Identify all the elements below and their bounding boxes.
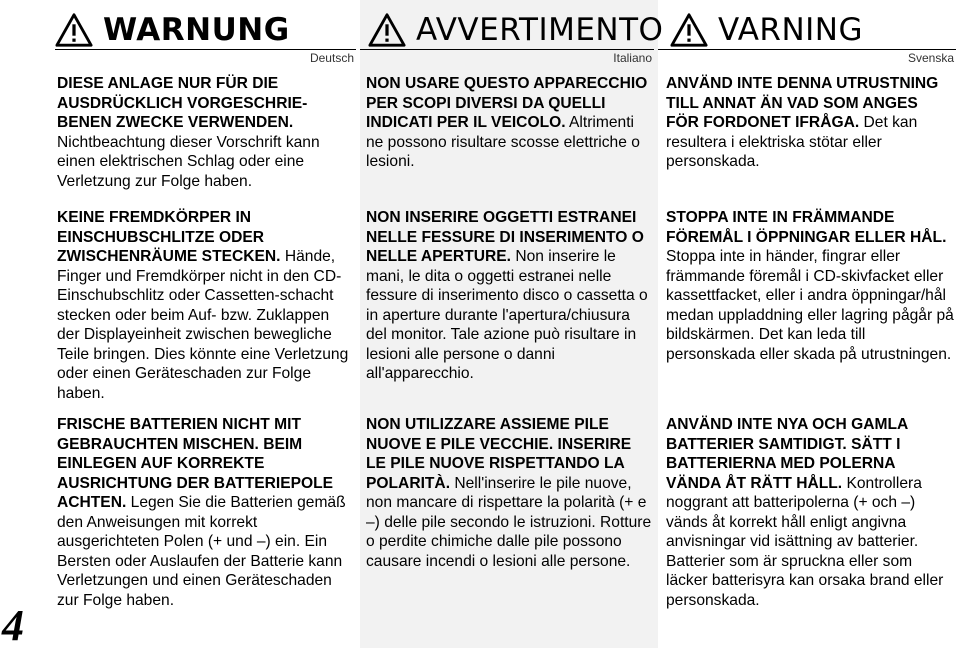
column-header (55, 8, 360, 52)
warning-paragraph (57, 74, 354, 191)
paragraph-heading: KEINE FREMDKÖRPER IN EINSCHUBSCHLITZE ODER ZWISCHENRÄUME STECKEN. (57, 209, 281, 265)
header-divider (55, 49, 356, 50)
paragraph-heading: STOPPA INTE IN FRÄMMANDE FÖREMÅL I ÖPPNINGAR ELLER HÅL. (666, 209, 947, 246)
paragraph-body: Non inserire le mani, le dita o oggetti estranei nelle fessure di inserimento disco o cassetta o in aperture durante l'apertura/chiusura del monitor. Tale azione può risultare in lesioni alle persone o danni all'apparecchio. (366, 248, 648, 382)
column-italiano (360, 0, 664, 648)
warning-paragraph (57, 208, 354, 403)
paragraph-heading: NON UTILIZZARE ASSIEME PILE NUOVE E PILE VECCHIE. INSERIRE LE PILE NUOVE RISPETTANDO LA POLARITÀ. (366, 416, 632, 492)
paragraph-body: Det kan resultera i elektriska stötar eller personskada. (666, 114, 918, 170)
warning-paragraph (366, 74, 652, 172)
warning-paragraph (57, 415, 354, 610)
paragraph-body: Nichtbeachtung dieser Vorschrift kann einen elektrischen Schlag oder eine Verletzung zur Folge haben. (57, 133, 320, 190)
warning-paragraph (666, 415, 954, 610)
paragraph-heading: ANVÄND INTE NYA OCH GAMLA BATTERIER SAMTIDIGT. SÄTT I BATTERIERNA MED POLERNA VÄNDA ÅT RÄTT HÅLL. (666, 416, 908, 492)
language-label: Deutsch (309, 51, 354, 65)
paragraph-body: Altrimenti ne possono risultare scosse elettriche o lesioni. (366, 114, 640, 170)
paragraph-body: Legen Sie die Batterien gemäß den Anweisungen mit korrekt ausgerichteten Polen (+ und –) ein. Ein Bersten oder Auslaufen der Batterie kann Verletzungen und einen Geräteschaden zur Folge haben. (57, 494, 346, 609)
header-divider (658, 49, 956, 50)
warning-triangle-icon (55, 12, 93, 48)
warning-title: VARNING (718, 12, 864, 48)
warning-paragraph (366, 415, 652, 571)
header-divider (360, 49, 654, 50)
language-label: Italiano (613, 51, 652, 65)
warning-paragraph (666, 74, 954, 172)
page-number: 4 (2, 601, 24, 650)
column-header (368, 8, 664, 52)
warning-paragraph (666, 208, 954, 364)
paragraph-body: Stoppa inte in händer, fingrar eller främmande föremål i CD-skivfacket eller kassettfacket, eller i andra öppningar/hål medan uppladdning eller lagring pågår på bildskärmen. Det kan leda till personskada eller skada på utrustningen. (666, 248, 954, 363)
warning-triangle-icon (670, 12, 708, 48)
column-svenska (658, 0, 960, 648)
warning-title: WARNUNG (103, 12, 290, 48)
paragraph-body: Kontrollera noggrant att batteripolerna (+ och –) vänds åt korrekt håll enligt angivna anvisningar vid isättning av batterier. Batterier som är spruckna eller som läcker batterisyra kan orsaka brand eller personskada. (666, 474, 944, 609)
warning-triangle-icon (368, 12, 406, 48)
column-deutsch (55, 0, 360, 648)
paragraph-heading: NON USARE QUESTO APPARECCHIO PER SCOPI DIVERSI DA QUELLI INDICATI PER IL VEICOLO. (366, 75, 648, 131)
paragraph-body: Nell'inserire le pile nuove, non mancare di rispettare la polarità (+ e –) delle pile secondo le istruzioni. Rotture o perdite chimiche dalle pile possono causare incendi o lesioni alle persone. (366, 474, 652, 570)
paragraph-heading: ANVÄND INTE DENNA UTRUSTNING TILL ANNAT ÄN VAD SOM ANGES FÖR FORDONET IFRÅGA. (666, 75, 939, 131)
paragraph-heading: NON INSERIRE OGGETTI ESTRANEI NELLE FESSURE DI INSERIMENTO O NELLE APERTURE. (366, 209, 644, 265)
language-label: Svenska (907, 51, 954, 65)
paragraph-heading: FRISCHE BATTERIEN NICHT MIT GEBRAUCHTEN MISCHEN. BEIM EINLEGEN AUF KORREKTE AUSRICHTUNG DER BATTERIEPOLE ACHTEN. (57, 416, 334, 511)
column-header (670, 8, 960, 52)
paragraph-heading: DIESE ANLAGE NUR FÜR DIE AUSDRÜCKLICH VORGESCHRIE-BENEN ZWECKE VERWENDEN. (57, 75, 308, 131)
warning-title: AVVERTIMENTO (416, 12, 664, 48)
paragraph-body: Hände, Finger und Fremdkörper nicht in den CD-Einschubschlitz oder Cassetten-schacht stecken oder beim Auf- bzw. Zuklappen der Displayeinheit zwischen bewegliche Teile bringen. Dies könnte eine Verletzung oder einen Geräteschaden zur Folge haben. (57, 248, 349, 402)
warning-paragraph (366, 208, 652, 384)
